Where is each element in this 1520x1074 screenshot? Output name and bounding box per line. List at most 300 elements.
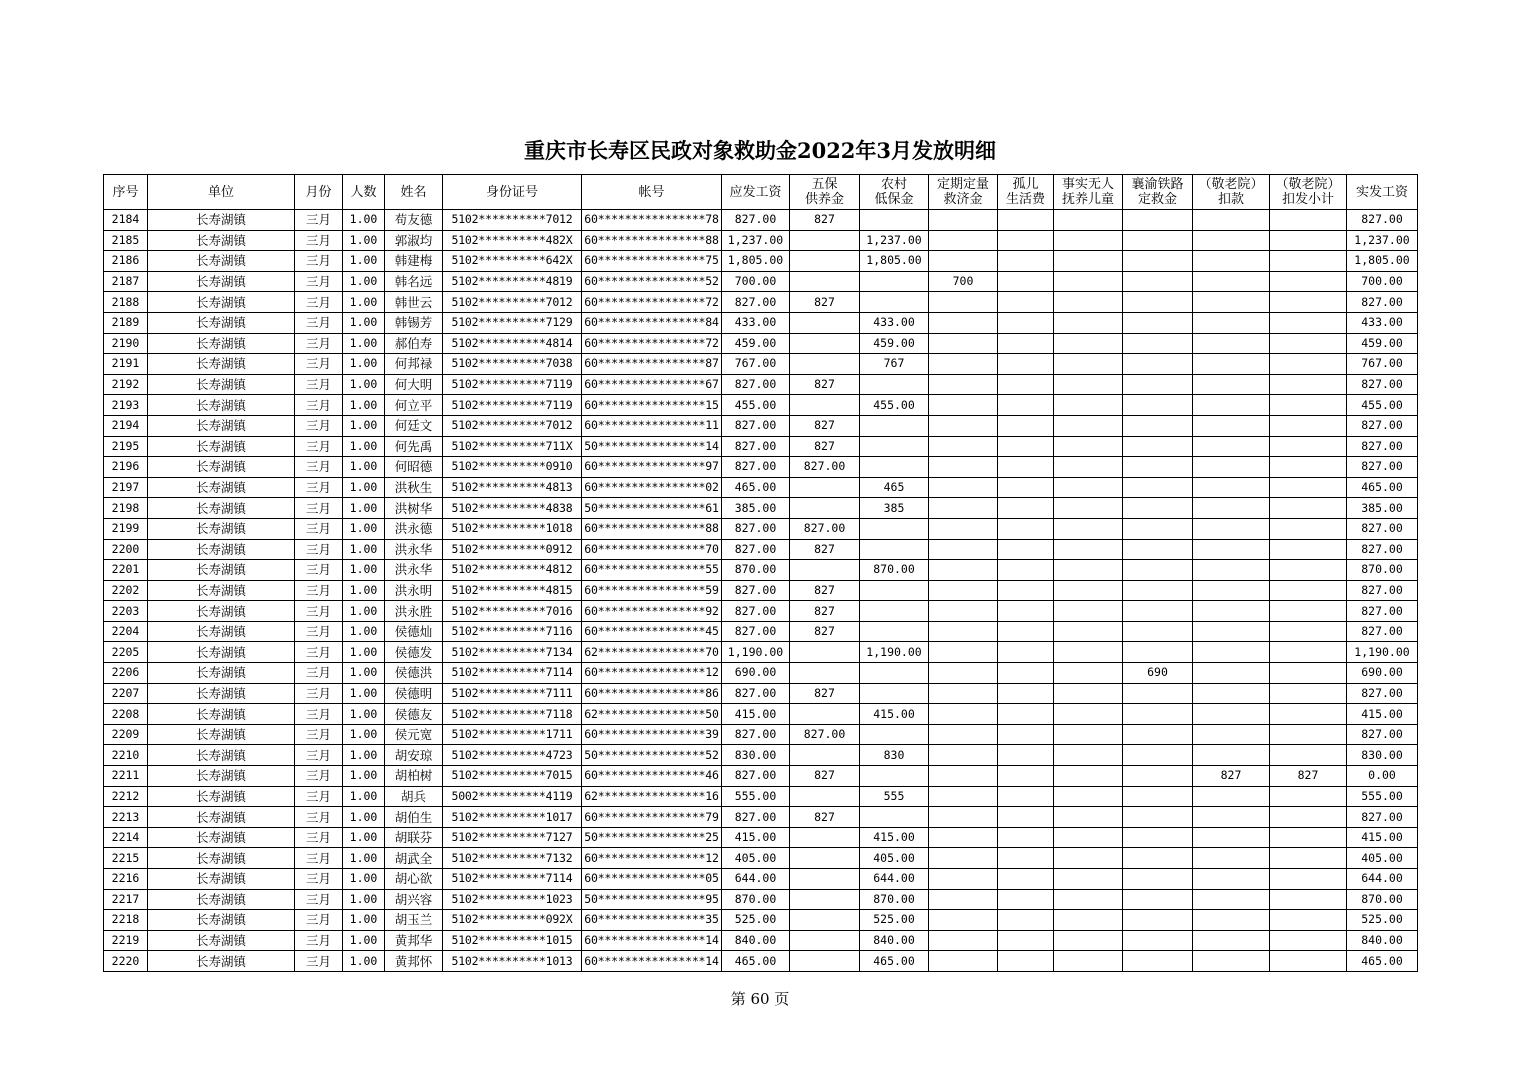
table-cell: 415.00	[722, 827, 790, 848]
table-cell	[929, 230, 998, 251]
table-cell: 827	[790, 683, 860, 704]
table-cell	[1123, 210, 1193, 231]
table-cell: 1.00	[343, 436, 385, 457]
table-cell: 三月	[295, 580, 343, 601]
table-cell: 827.00	[1347, 580, 1418, 601]
table-cell: 827.00	[1347, 292, 1418, 313]
table-cell: 60****************75	[582, 251, 722, 272]
table-cell: 60****************11	[582, 415, 722, 436]
table-cell: 2215	[104, 848, 148, 869]
column-header-line: （敬老院）	[1198, 177, 1264, 192]
table-cell: 455.00	[1347, 395, 1418, 416]
table-cell	[1270, 869, 1347, 890]
table-cell	[1054, 395, 1123, 416]
table-cell: 827.00	[1347, 539, 1418, 560]
table-cell: 2213	[104, 807, 148, 828]
table-cell: 2190	[104, 333, 148, 354]
table-row	[104, 601, 1418, 622]
table-cell: 2197	[104, 477, 148, 498]
table-row	[104, 415, 1418, 436]
table-cell	[1193, 580, 1270, 601]
table-cell	[1193, 312, 1270, 333]
table-cell	[1270, 724, 1347, 745]
table-cell	[1193, 374, 1270, 395]
table-cell	[1193, 724, 1270, 745]
table-cell: 长寿湖镇	[148, 724, 295, 745]
table-cell: 827	[790, 621, 860, 642]
table-cell: 长寿湖镇	[148, 910, 295, 931]
table-cell	[1054, 251, 1123, 272]
table-cell: 三月	[295, 457, 343, 478]
table-cell	[1123, 724, 1193, 745]
table-cell	[790, 704, 860, 725]
table-cell: 长寿湖镇	[148, 745, 295, 766]
table-cell: 胡兴容	[385, 889, 443, 910]
table-cell	[860, 271, 929, 292]
table-cell: 525.00	[860, 910, 929, 931]
table-cell	[1054, 642, 1123, 663]
table-cell: 415.00	[1347, 704, 1418, 725]
table-cell	[1270, 580, 1347, 601]
table-cell: 5102**********7132	[443, 848, 582, 869]
table-cell: 2194	[104, 415, 148, 436]
table-cell	[1193, 745, 1270, 766]
table-cell: 827.00	[790, 457, 860, 478]
column-header	[929, 175, 998, 210]
table-cell	[1054, 333, 1123, 354]
table-cell	[1054, 457, 1123, 478]
table-cell: 60****************92	[582, 601, 722, 622]
table-cell	[929, 518, 998, 539]
table-cell: 三月	[295, 683, 343, 704]
table-cell	[1054, 766, 1123, 787]
table-cell	[1123, 251, 1193, 272]
table-row	[104, 292, 1418, 313]
table-cell: 60****************88	[582, 230, 722, 251]
table-cell	[790, 333, 860, 354]
table-cell: 长寿湖镇	[148, 230, 295, 251]
table-cell: 827.00	[1347, 210, 1418, 231]
table-cell: 三月	[295, 704, 343, 725]
table-cell	[790, 869, 860, 890]
table-cell: 5102**********1018	[443, 518, 582, 539]
table-cell	[1123, 312, 1193, 333]
table-cell: 三月	[295, 827, 343, 848]
table-cell	[1054, 415, 1123, 436]
table-cell: 长寿湖镇	[148, 312, 295, 333]
table-cell: 三月	[295, 312, 343, 333]
table-cell	[1123, 601, 1193, 622]
table-cell	[998, 477, 1054, 498]
table-cell	[1054, 951, 1123, 972]
column-header	[790, 175, 860, 210]
table-cell	[1270, 436, 1347, 457]
table-cell	[1123, 621, 1193, 642]
table-cell	[1054, 621, 1123, 642]
table-cell	[929, 889, 998, 910]
table-cell	[1270, 910, 1347, 931]
table-cell: 2217	[104, 889, 148, 910]
table-cell	[1054, 889, 1123, 910]
table-cell	[1270, 415, 1347, 436]
table-cell	[860, 539, 929, 560]
table-cell: 0.00	[1347, 766, 1418, 787]
table-cell: 5102**********482X	[443, 230, 582, 251]
table-cell	[1193, 210, 1270, 231]
table-cell	[998, 415, 1054, 436]
payment-detail-table	[103, 174, 1418, 972]
table-cell	[790, 354, 860, 375]
table-cell: 三月	[295, 210, 343, 231]
table-cell: 644.00	[860, 869, 929, 890]
table-cell	[1193, 477, 1270, 498]
table-cell: 1.00	[343, 354, 385, 375]
table-cell: 555.00	[722, 786, 790, 807]
table-cell: 465.00	[722, 951, 790, 972]
table-cell	[1270, 621, 1347, 642]
table-cell: 洪秋生	[385, 477, 443, 498]
table-cell	[1270, 560, 1347, 581]
table-cell: 827.00	[1347, 457, 1418, 478]
table-cell: 2187	[104, 271, 148, 292]
table-cell	[1054, 312, 1123, 333]
table-cell: 415.00	[1347, 827, 1418, 848]
column-header-line: 农村	[880, 177, 907, 192]
table-cell: 胡玉兰	[385, 910, 443, 931]
table-cell	[1193, 642, 1270, 663]
table-cell: 何先禹	[385, 436, 443, 457]
table-cell: 何大明	[385, 374, 443, 395]
table-cell: 侯德洪	[385, 663, 443, 684]
table-cell: 2212	[104, 786, 148, 807]
table-cell	[1193, 457, 1270, 478]
table-cell	[1054, 539, 1123, 560]
column-header-line: 定期定量	[936, 177, 989, 192]
table-cell	[1270, 683, 1347, 704]
table-cell: 何立平	[385, 395, 443, 416]
table-cell: 1.00	[343, 395, 385, 416]
table-cell: 827.00	[1347, 374, 1418, 395]
column-header-line: 孤儿	[1012, 177, 1039, 192]
table-cell: 525.00	[722, 910, 790, 931]
table-cell: 长寿湖镇	[148, 395, 295, 416]
table-cell: 827.00	[1347, 807, 1418, 828]
table-cell: 644.00	[1347, 869, 1418, 890]
table-cell: 5102**********7038	[443, 354, 582, 375]
table-cell	[1054, 477, 1123, 498]
table-cell: 三月	[295, 415, 343, 436]
table-cell: 415.00	[860, 704, 929, 725]
table-cell: 长寿湖镇	[148, 271, 295, 292]
table-cell: 2189	[104, 312, 148, 333]
table-row	[104, 354, 1418, 375]
table-cell: 胡联芬	[385, 827, 443, 848]
table-cell	[1054, 704, 1123, 725]
table-cell: 1.00	[343, 807, 385, 828]
table-cell	[998, 889, 1054, 910]
table-row	[104, 477, 1418, 498]
table-cell	[998, 642, 1054, 663]
table-cell: 5102**********7111	[443, 683, 582, 704]
table-cell: 1.00	[343, 230, 385, 251]
table-cell: 韩建梅	[385, 251, 443, 272]
table-cell	[1054, 663, 1123, 684]
table-cell	[1193, 807, 1270, 828]
table-cell: 洪树华	[385, 498, 443, 519]
table-cell: 385.00	[722, 498, 790, 519]
table-cell: 1,237.00	[860, 230, 929, 251]
table-row	[104, 312, 1418, 333]
table-cell	[1193, 869, 1270, 890]
table-cell: 5102**********642X	[443, 251, 582, 272]
table-cell: 60****************87	[582, 354, 722, 375]
table-cell	[1123, 683, 1193, 704]
table-cell	[1054, 827, 1123, 848]
column-header-line: 实发工资	[1355, 184, 1408, 200]
table-cell: 525.00	[1347, 910, 1418, 931]
table-cell: 5102**********7114	[443, 869, 582, 890]
table-cell: 827	[790, 539, 860, 560]
table-cell	[1193, 415, 1270, 436]
table-cell: 郭淑均	[385, 230, 443, 251]
table-cell: 5102**********7114	[443, 663, 582, 684]
column-header-line: 人数	[350, 184, 377, 200]
table-cell: 郝伯寿	[385, 333, 443, 354]
table-cell	[1193, 951, 1270, 972]
table-cell: 827	[790, 210, 860, 231]
table-cell: 827	[790, 292, 860, 313]
table-cell: 长寿湖镇	[148, 601, 295, 622]
table-cell: 三月	[295, 230, 343, 251]
table-cell	[929, 292, 998, 313]
table-cell: 767.00	[722, 354, 790, 375]
table-cell: 827	[790, 807, 860, 828]
table-cell: 827.00	[790, 518, 860, 539]
table-cell	[1123, 910, 1193, 931]
table-row	[104, 560, 1418, 581]
table-cell: 1.00	[343, 848, 385, 869]
table-cell	[929, 663, 998, 684]
table-cell: 韩世云	[385, 292, 443, 313]
table-cell: 60****************84	[582, 312, 722, 333]
table-cell	[860, 210, 929, 231]
table-row	[104, 498, 1418, 519]
table-cell: 何邦禄	[385, 354, 443, 375]
table-cell	[860, 415, 929, 436]
table-cell	[790, 230, 860, 251]
table-cell: 三月	[295, 930, 343, 951]
table-cell	[790, 951, 860, 972]
table-cell	[1193, 621, 1270, 642]
table-cell: 60****************97	[582, 457, 722, 478]
table-cell: 三月	[295, 333, 343, 354]
table-cell: 827.00	[722, 683, 790, 704]
table-cell: 2211	[104, 766, 148, 787]
table-cell	[1123, 930, 1193, 951]
table-cell	[1193, 498, 1270, 519]
table-cell: 2186	[104, 251, 148, 272]
table-cell: 韩名远	[385, 271, 443, 292]
table-cell	[998, 724, 1054, 745]
table-cell: 1.00	[343, 210, 385, 231]
column-header-line: 救济金	[943, 192, 983, 207]
table-cell: 胡武全	[385, 848, 443, 869]
table-cell: 827	[790, 601, 860, 622]
table-cell: 5102**********4814	[443, 333, 582, 354]
table-row	[104, 827, 1418, 848]
column-header	[295, 175, 343, 210]
table-cell: 827.00	[722, 601, 790, 622]
table-cell: 60****************86	[582, 683, 722, 704]
table-cell: 长寿湖镇	[148, 374, 295, 395]
table-cell: 827.00	[722, 580, 790, 601]
table-cell	[998, 539, 1054, 560]
table-cell: 5102**********711X	[443, 436, 582, 457]
table-cell: 三月	[295, 498, 343, 519]
table-cell	[860, 580, 929, 601]
table-cell: 1.00	[343, 786, 385, 807]
table-cell: 长寿湖镇	[148, 436, 295, 457]
table-cell: 三月	[295, 539, 343, 560]
table-cell	[1054, 292, 1123, 313]
table-cell: 2219	[104, 930, 148, 951]
table-cell	[790, 827, 860, 848]
table-cell	[860, 621, 929, 642]
table-cell: 1.00	[343, 312, 385, 333]
table-cell	[860, 683, 929, 704]
table-cell: 长寿湖镇	[148, 786, 295, 807]
table-cell	[998, 704, 1054, 725]
table-cell: 长寿湖镇	[148, 683, 295, 704]
table-cell: 827.00	[722, 807, 790, 828]
table-cell: 2218	[104, 910, 148, 931]
table-cell: 60****************67	[582, 374, 722, 395]
table-cell	[1270, 704, 1347, 725]
table-cell: 黄邦怀	[385, 951, 443, 972]
table-cell: 827.00	[722, 621, 790, 642]
table-cell: 三月	[295, 354, 343, 375]
table-cell	[998, 807, 1054, 828]
table-cell	[1270, 477, 1347, 498]
table-cell: 60****************72	[582, 333, 722, 354]
table-cell	[1123, 374, 1193, 395]
table-cell	[1123, 498, 1193, 519]
table-cell: 洪永胜	[385, 601, 443, 622]
table-cell: 5102**********7129	[443, 312, 582, 333]
table-cell: 830	[860, 745, 929, 766]
table-cell	[1270, 539, 1347, 560]
table-row	[104, 539, 1418, 560]
table-cell	[1054, 848, 1123, 869]
table-cell: 50****************52	[582, 745, 722, 766]
table-cell: 827	[790, 580, 860, 601]
table-cell	[1270, 848, 1347, 869]
table-cell: 5102**********4723	[443, 745, 582, 766]
table-cell: 1.00	[343, 724, 385, 745]
table-cell: 何昭德	[385, 457, 443, 478]
table-cell: 5002**********4119	[443, 786, 582, 807]
table-cell: 60****************79	[582, 807, 722, 828]
table-cell: 三月	[295, 869, 343, 890]
table-cell: 2210	[104, 745, 148, 766]
table-cell: 1,805.00	[722, 251, 790, 272]
table-cell	[998, 395, 1054, 416]
table-cell: 胡心欲	[385, 869, 443, 890]
table-cell: 1.00	[343, 580, 385, 601]
table-cell	[929, 333, 998, 354]
table-cell: 840.00	[860, 930, 929, 951]
table-cell: 三月	[295, 786, 343, 807]
table-cell: 840.00	[722, 930, 790, 951]
table-cell: 洪永明	[385, 580, 443, 601]
table-cell: 1.00	[343, 930, 385, 951]
table-cell: 长寿湖镇	[148, 333, 295, 354]
table-cell	[929, 539, 998, 560]
column-header-line: 姓名	[400, 184, 427, 200]
table-cell: 433.00	[722, 312, 790, 333]
table-cell: 827.00	[1347, 601, 1418, 622]
table-cell: 5102**********1013	[443, 951, 582, 972]
table-cell	[929, 683, 998, 704]
column-header	[860, 175, 929, 210]
table-cell: 侯德灿	[385, 621, 443, 642]
table-cell: 5102**********1017	[443, 807, 582, 828]
table-cell: 5102**********7127	[443, 827, 582, 848]
table-cell	[929, 498, 998, 519]
table-cell: 459.00	[1347, 333, 1418, 354]
table-cell: 长寿湖镇	[148, 580, 295, 601]
table-cell: 1.00	[343, 415, 385, 436]
table-cell	[998, 786, 1054, 807]
table-cell	[860, 663, 929, 684]
table-cell	[998, 766, 1054, 787]
table-cell: 长寿湖镇	[148, 415, 295, 436]
table-cell	[1193, 786, 1270, 807]
table-cell	[790, 642, 860, 663]
table-cell: 三月	[295, 910, 343, 931]
table-cell	[860, 724, 929, 745]
table-cell: 三月	[295, 621, 343, 642]
table-cell: 2200	[104, 539, 148, 560]
table-cell: 385	[860, 498, 929, 519]
table-cell: 385.00	[1347, 498, 1418, 519]
table-cell: 1.00	[343, 766, 385, 787]
table-cell	[929, 642, 998, 663]
table-cell: 555.00	[1347, 786, 1418, 807]
table-cell	[790, 251, 860, 272]
table-cell: 长寿湖镇	[148, 210, 295, 231]
table-cell	[1193, 436, 1270, 457]
table-cell: 50****************25	[582, 827, 722, 848]
table-cell: 三月	[295, 848, 343, 869]
table-cell	[929, 786, 998, 807]
table-cell	[929, 930, 998, 951]
table-cell: 长寿湖镇	[148, 498, 295, 519]
table-cell	[790, 271, 860, 292]
table-cell	[1123, 704, 1193, 725]
table-cell	[1193, 539, 1270, 560]
table-cell: 60****************12	[582, 848, 722, 869]
table-cell	[1270, 271, 1347, 292]
table-cell: 1.00	[343, 498, 385, 519]
table-cell	[998, 518, 1054, 539]
table-cell: 1,190.00	[722, 642, 790, 663]
table-cell: 60****************12	[582, 663, 722, 684]
table-cell	[998, 374, 1054, 395]
table-cell	[1193, 848, 1270, 869]
table-cell: 三月	[295, 251, 343, 272]
table-row	[104, 230, 1418, 251]
